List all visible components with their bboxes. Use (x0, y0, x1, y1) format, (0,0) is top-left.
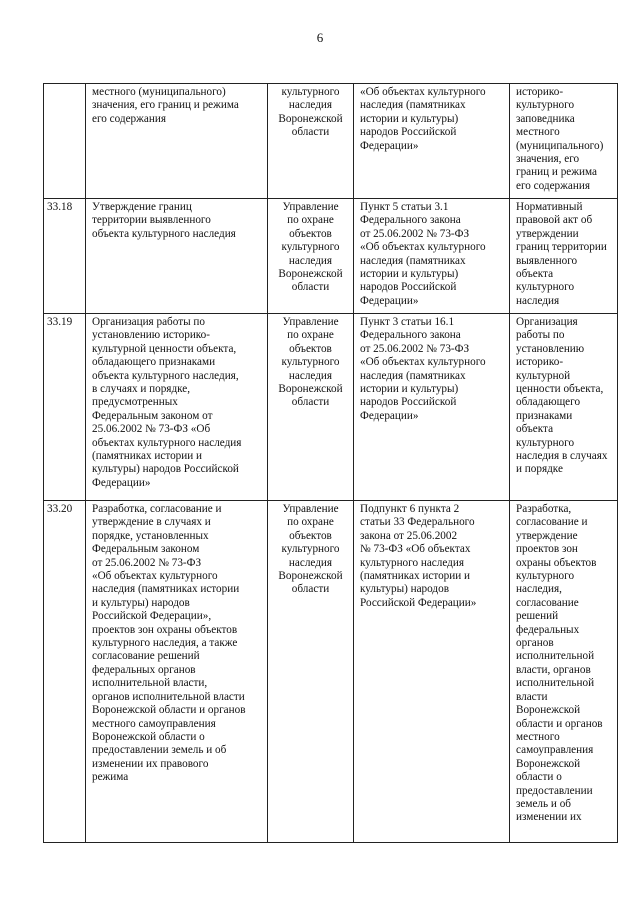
table-row (44, 314, 618, 501)
table-row (44, 199, 618, 314)
function-name-cell: местного (муниципального) значения, его границ и режима его содержания (86, 84, 268, 199)
legal-basis-cell: Пункт 3 статьи 16.1 Федерального закона от 25.06.2002 № 73-ФЗ «Об объектах культурного наследия (памятниках истории и культуры) народов Российской Федерации» (354, 314, 510, 501)
function-name-cell: Утверждение границ территории выявленного объекта культурного наследия (86, 199, 268, 314)
row-number-cell (44, 84, 86, 199)
legal-basis-cell: «Об объектах культурного наследия (памятниках истории и культуры) народов Российской Федерации» (354, 84, 510, 199)
result-cell: Разработка, согласование и утверждение проектов зон охраны объектов культурного наследия, согласование решений федеральных органов исполнительной власти, органов исполнительной власти Воронежской области и органов местного самоуправления Воронежской области о предоставлении земель и об изменении их (510, 501, 618, 843)
result-cell: Нормативный правовой акт об утверждении границ территории выявленного объекта культурного наследия (510, 199, 618, 314)
result-cell: историко- культурного заповедника местного (муниципального) значения, его границ и режима его содержания (510, 84, 618, 199)
authority-cell: Управление по охране объектов культурного наследия Воронежской области (268, 314, 354, 501)
row-number-cell: 33.20 (44, 501, 86, 843)
function-name-cell: Организация работы по установлению историко- культурной ценности объекта, обладающего признаками объекта культурного наследия, в случаях и порядке, предусмотренных Федеральным законом от 25.06.2002 № 73-ФЗ «Об объектах культурного наследия (памятниках истории и культуры) народов Российской Федерации» (86, 314, 268, 501)
legal-basis-cell: Подпункт 6 пункта 2 статьи 33 Федерального закона от 25.06.2002 № 73-ФЗ «Об объектах культурного наследия (памятниках истории и культуры) народов Российской Федерации» (354, 501, 510, 843)
authority-cell: Управление по охране объектов культурного наследия Воронежской области (268, 199, 354, 314)
legal-basis-cell: Пункт 5 статьи 3.1 Федерального закона от 25.06.2002 № 73-ФЗ «Об объектах культурного наследия (памятниках истории и культуры) народов Российской Федерации» (354, 199, 510, 314)
table-row (44, 84, 618, 199)
page-number: 6 (316, 30, 324, 45)
authority-cell: культурного наследия Воронежской области (268, 84, 354, 199)
function-name-cell: Разработка, согласование и утверждение в случаях и порядке, установленных Федеральным законом от 25.06.2002 № 73-ФЗ «Об объектах культурного наследия (памятниках истории и культуры) народов Российской Федерации», проектов зон охраны объектов культурного наследия, а также согласование решений федеральных органов исполнительной власти, органов исполнительной власти Воронежской области и органов местного самоуправления Воронежской области о предоставлении земель и об изменении их правового режима (86, 501, 268, 843)
row-number-cell: 33.18 (44, 199, 86, 314)
result-cell: Организация работы по установлению историко- культурной ценности объекта, обладающего признаками объекта культурного наследия в случаях и порядке (510, 314, 618, 501)
authority-cell: Управление по охране объектов культурного наследия Воронежской области (268, 501, 354, 843)
table-row (44, 501, 618, 843)
row-number-cell: 33.19 (44, 314, 86, 501)
functions-table (43, 83, 618, 843)
